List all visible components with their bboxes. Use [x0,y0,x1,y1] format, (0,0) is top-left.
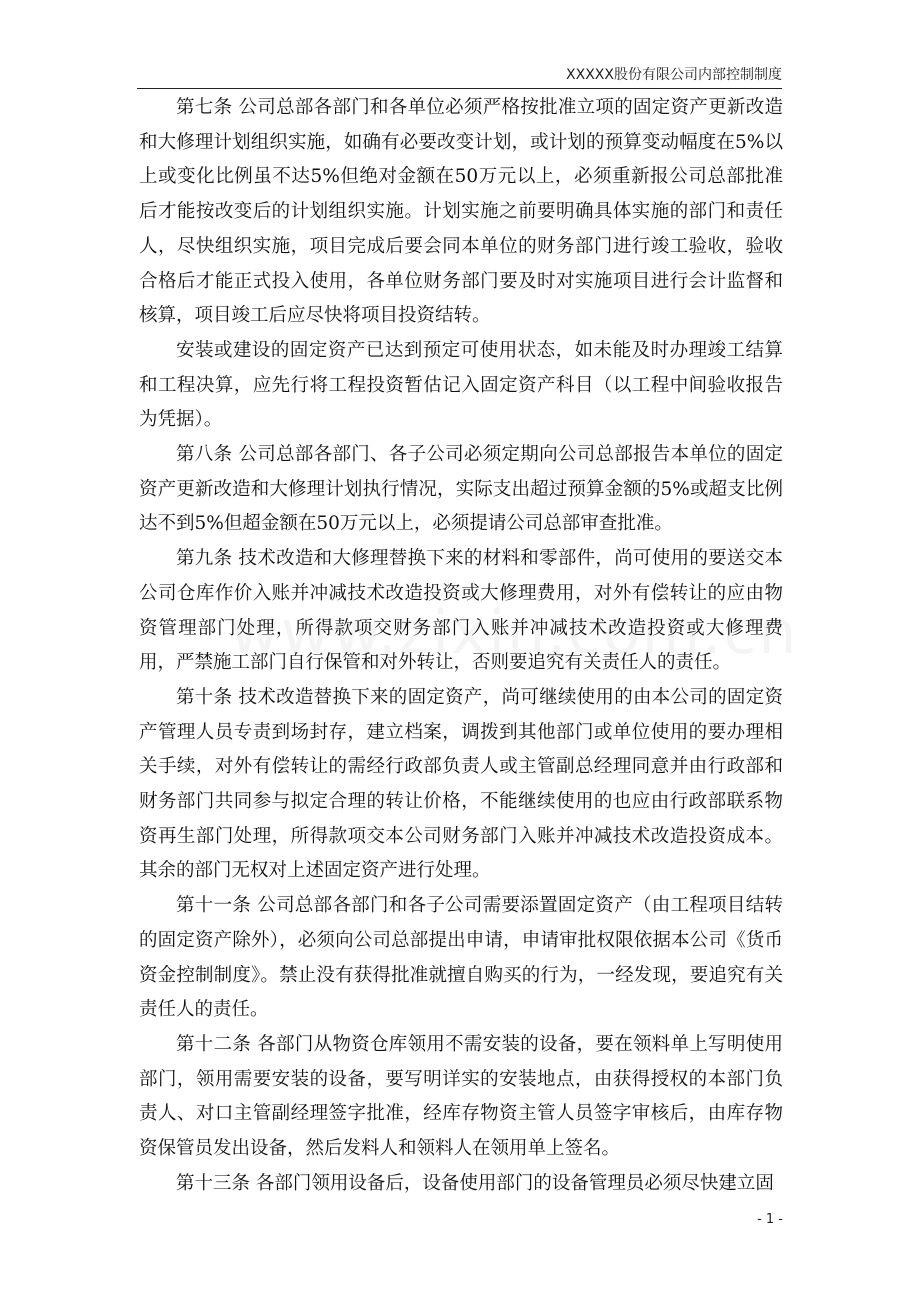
article-7-paragraph: 第七条 公司总部各部门和各单位必须严格按批准立项的固定资产更新改造和大修理计划组织实施，如确有必要改变计划，或计划的预算变动幅度在5%以上或变化比例虽不达5%但绝对金额在50万元以上，必须重新报公司总部批准后才能按改变后的计划组织实施。计划实施之前要明确具体实施的部门和责任人，尽快组织实施，项目完成后要会同本单位的财务部门进行竣工验收，验收合格后才能正式投入使用，各单位财务部门要及时对实施项目进行会计监督和核算，项目竣工后应尽快将项目投资结转。 [139,97,783,327]
page-header [137,64,782,89]
header-title: XXXXX股份有限公司内部控制制度 [566,67,782,83]
article-12-paragraph: 第十二条 各部门从物资仓库领用不需安装的设备，要在领料单上写明使用部门，领用需要安装的设备，要写明详实的安装地点，由获得授权的本部门负责人、对口主管副经理签字批准，经库存物资主管人员签字审核后，由库存物资保管员发出设备，然后发料人和领料人在领用单上签名。 [139,1033,783,1160]
article-8-paragraph: 第八条 公司总部各部门、各子公司必须定期向公司总部报告本单位的固定资产更新改造和大修理计划执行情况，实际支出超过预算金额的5%或超支比例达不到5%但超金额在50万元以上，必须提请公司总部审查批准。 [139,444,783,535]
article-7-supplement-paragraph: 安装或建设的固定资产已达到预定可使用状态，如未能及时办理竣工结算和工程决算，应先行将工程投资暂估记入固定资产科目（以工程中间验收报告为凭据）。 [139,339,783,431]
page-number: - 1 - [757,1212,783,1227]
article-10-paragraph: 第十条 技术改造替换下来的固定资产，尚可继续使用的由本公司的固定资产管理人员专责到场封存，建立档案，调拨到其他部门或单位使用的要办理相关手续，对外有偿转让的需经行政部负责人或主管副总经理同意并由行政部和财务部门共同参与拟定合理的转让价格，不能继续使用的也应由行政部联系物资再生部门处理，所得款项交本公司财务部门入账并冲减技术改造投资成本。其余的部门无权对上述固定资产进行处理。 [139,686,783,882]
article-9-paragraph: 第九条 技术改造和大修理替换下来的材料和零部件，尚可使用的要送交本公司仓库作价入账并冲减技术改造投资或大修理费用，对外有偿转让的应由物资管理部门处理，所得款项交财务部门入账并冲减技术改造投资或大修理费用，严禁施工部门自行保管和对外转让，否则要追究有关责任人的责任。 [139,548,783,674]
article-13-paragraph: 第十三条 各部门领用设备后，设备使用部门的设备管理员必须尽快建立固 [176,1172,774,1194]
article-11-paragraph: 第十一条 公司总部各部门和各子公司需要添置固定资产（由工程项目结转的固定资产除外），必须向公司总部提出申请，申请审批权限依据本公司《货币资金控制制度》。禁止没有获得批准就擅自购买的行为，一经发现，要追究有关责任人的责任。 [139,895,783,1021]
document-body [139,91,783,1202]
